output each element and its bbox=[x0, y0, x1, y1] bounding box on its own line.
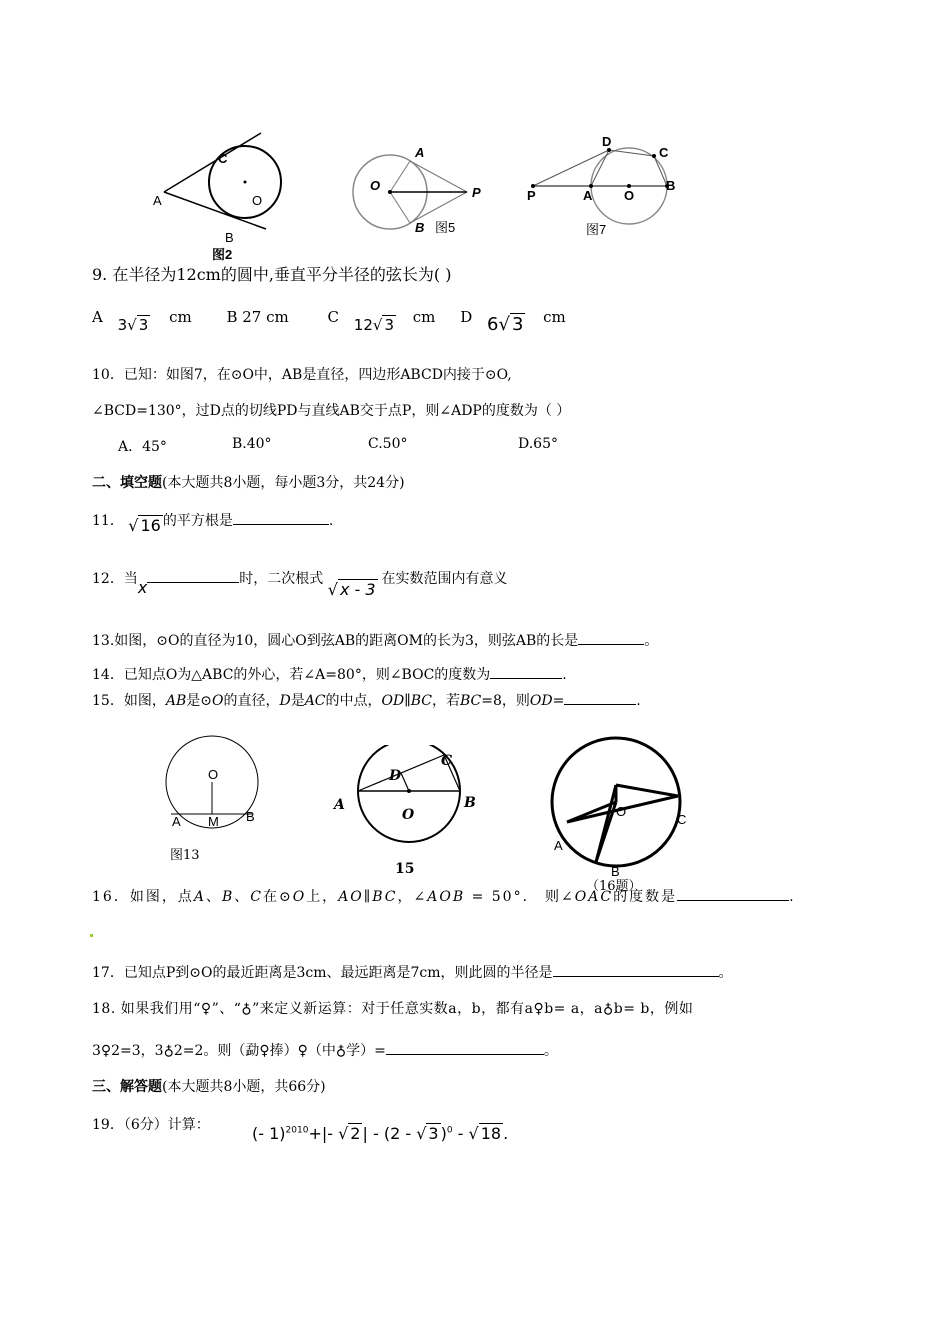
q17-answer-blank[interactable] bbox=[553, 976, 719, 977]
section3-heading bbox=[92, 1076, 326, 1096]
fig13-caption: 图13 bbox=[170, 848, 200, 863]
fig2-tangent-bottom bbox=[164, 192, 266, 229]
figure-15 bbox=[330, 745, 490, 880]
fig16-segment-bc2 bbox=[596, 802, 616, 862]
fig16-label-o: O bbox=[616, 804, 627, 819]
fig2-tangent-top bbox=[164, 133, 261, 192]
q11-end: . bbox=[328, 513, 334, 529]
section2-note: (本大题共8小题，每小题3分，共24分) bbox=[162, 475, 405, 491]
fig5-tangent-pb bbox=[410, 192, 467, 223]
fig2-label-o: O bbox=[252, 193, 263, 208]
q12-radical: √ x - 3 bbox=[327, 580, 376, 599]
q9-option-a-value: 3√ 3 bbox=[117, 316, 149, 334]
q9-option-a-unit: cm bbox=[169, 308, 192, 326]
stray-dot bbox=[90, 934, 93, 937]
fig13-label-a: A bbox=[172, 814, 181, 829]
q12-end: 在实数范围内有意义 bbox=[381, 571, 508, 587]
q14-answer-blank[interactable] bbox=[490, 678, 562, 679]
q16-answer-blank[interactable] bbox=[677, 900, 789, 901]
q11-number: 11． bbox=[92, 513, 124, 529]
fig15-label-d: D bbox=[389, 768, 402, 784]
q19-label: 19．（6分）计算： bbox=[92, 1117, 210, 1133]
q18-end: 。 bbox=[543, 1043, 558, 1059]
fig7-label-a: A bbox=[583, 188, 593, 203]
section3-note: (本大题共8小题，共66分) bbox=[162, 1079, 326, 1095]
q17-text: 17．已知点P到⊙O的最近距离是3cm、最远距离是7cm，则此圆的半径是 bbox=[92, 965, 553, 981]
fig15-caption: 15 bbox=[395, 861, 415, 877]
q14-end: . bbox=[562, 667, 567, 683]
fig7-label-b: B bbox=[666, 178, 676, 193]
section2-heading bbox=[92, 472, 405, 492]
q13-end: 。 bbox=[644, 633, 659, 649]
fig7-label-d: D bbox=[602, 134, 612, 149]
fig5-label-b: B bbox=[415, 220, 425, 235]
q9-option-a-letter: A bbox=[92, 308, 103, 326]
fig13-label-o: O bbox=[208, 767, 219, 782]
figure-7 bbox=[520, 130, 690, 240]
q9-option-d-value: 6√ 3 bbox=[487, 314, 524, 335]
fig5-label-p: P bbox=[472, 185, 481, 200]
q12-lead: 12．当 bbox=[92, 571, 138, 587]
q9-option-d-letter: D bbox=[460, 308, 473, 326]
q12 bbox=[92, 568, 508, 599]
fig15-center-dot bbox=[407, 789, 411, 793]
fig13-label-m: M bbox=[208, 814, 219, 829]
fig5-radius-ob bbox=[390, 192, 410, 223]
q16: 16．如图，点A、B、C在⊙O上，AO∥BC，∠AOB = 50°． 则∠OAC的度数是 . bbox=[92, 889, 796, 905]
q13 bbox=[92, 630, 658, 650]
fig7-caption: 图7 bbox=[586, 222, 607, 237]
q9-options bbox=[92, 306, 566, 335]
q13-text: 13.如图，⊙O的直径为10，圆心O到弦AB的距离OM的长为3，则弦AB的长是 bbox=[92, 633, 579, 649]
fig5-label-o: O bbox=[370, 178, 381, 193]
fig15-label-b: B bbox=[464, 795, 476, 811]
q10-option-a: A．45° bbox=[118, 439, 167, 455]
section3-title: 三、解答题 bbox=[92, 1079, 162, 1095]
fig16-label-c: C bbox=[677, 812, 687, 827]
q14 bbox=[92, 664, 567, 684]
q14-text: 14．已知点O为△ABC的外心，若∠A=80°，则∠BOC的度数为 bbox=[92, 667, 491, 683]
q9-stem: 9. 在半径为12cm的圆中,垂直平分半径的弦长为( ) bbox=[92, 265, 452, 284]
q18-line2-text: 3♀2=3，3♁2=2。则（勐♀捧）♀（中♁学）= bbox=[92, 1043, 386, 1059]
q11-answer-blank[interactable] bbox=[233, 524, 329, 525]
fig7-label-p: P bbox=[527, 188, 536, 203]
figure-5 bbox=[345, 140, 495, 240]
fig5-label-a: A bbox=[415, 145, 425, 160]
q9-option-c-letter: C bbox=[327, 308, 340, 326]
fig16-segment-bc bbox=[616, 785, 678, 796]
section2-title: 二、填空题 bbox=[92, 475, 162, 491]
fig5-tangent-pa bbox=[410, 161, 467, 192]
q9-option-c-unit: cm bbox=[412, 308, 436, 326]
q11 bbox=[92, 510, 334, 535]
q19-expression: (- 1)$^{2010}$+|- √ 2 | - (2 - √ 3 )$^0$ - √ 18 . bbox=[252, 1124, 509, 1143]
q15: 15．如图，AB是⊙O的直径，D是AC的中点，OD∥BC，若BC=8，则OD= . bbox=[92, 693, 641, 709]
q18-answer-blank[interactable] bbox=[386, 1054, 544, 1055]
q11-text: 的平方根是 bbox=[162, 513, 233, 529]
q12-answer-blank[interactable] bbox=[147, 582, 239, 583]
fig2-center-dot bbox=[244, 181, 247, 184]
fig5-radius-oa bbox=[390, 161, 410, 192]
fig2-caption: 图2 bbox=[212, 247, 233, 262]
fig15-label-c: C bbox=[441, 753, 453, 769]
figure-2 bbox=[150, 125, 300, 265]
q10-line2: ∠BCD=130°，过D点的切线PD与直线AB交于点P，则∠ADP的度数为（ ） bbox=[92, 403, 571, 419]
fig2-label-b: B bbox=[225, 230, 234, 245]
q9-option-c-value: 12√ 3 bbox=[353, 316, 394, 334]
q12-variable: x bbox=[137, 578, 148, 597]
fig15-label-a: A bbox=[334, 797, 345, 813]
fig16-caption: （16题） bbox=[586, 879, 642, 892]
fig16-label-b: B bbox=[611, 864, 620, 879]
q9-option-b: B 27 cm bbox=[226, 308, 289, 326]
fig7-label-o: O bbox=[624, 188, 635, 203]
fig2-label-c: C bbox=[218, 151, 228, 166]
figure-13 bbox=[160, 735, 270, 865]
q9-option-d-unit: cm bbox=[543, 308, 566, 326]
q17-end: 。 bbox=[718, 965, 733, 981]
fig7-tangent-pd bbox=[533, 150, 609, 186]
q10-line1: 10．已知：如图7，在⊙O中，AB是直径，四边形ABCD内接于⊙O, bbox=[92, 367, 512, 383]
q10-option-c: C.50° bbox=[368, 436, 408, 452]
fig13-label-b: B bbox=[246, 809, 255, 824]
q15-answer-blank[interactable] bbox=[564, 704, 636, 705]
q11-radical: √ 16 bbox=[128, 516, 161, 535]
q17 bbox=[92, 962, 733, 982]
q12-mid: 时，二次根式 bbox=[239, 571, 324, 587]
fig7-point-c bbox=[652, 154, 656, 158]
q10-option-d: D.65° bbox=[518, 436, 558, 452]
fig7-label-c: C bbox=[659, 145, 669, 160]
fig15-segment-od bbox=[401, 773, 409, 791]
figure-16 bbox=[548, 732, 708, 892]
q18-line2 bbox=[92, 1040, 558, 1060]
fig5-caption: 图5 bbox=[435, 220, 456, 235]
q18-line1: 18. 如果我们用“♀”、“♁”来定义新运算：对于任意实数a，b，都有a♀b= a，a♁b= b，例如 bbox=[92, 1001, 694, 1017]
q13-answer-blank[interactable] bbox=[578, 644, 644, 645]
fig5-center-dot bbox=[388, 190, 392, 194]
fig15-label-o: O bbox=[402, 807, 415, 823]
fig16-label-a: A bbox=[554, 838, 563, 853]
q10-option-b: B.40° bbox=[232, 436, 272, 452]
fig2-label-a: A bbox=[153, 193, 162, 208]
